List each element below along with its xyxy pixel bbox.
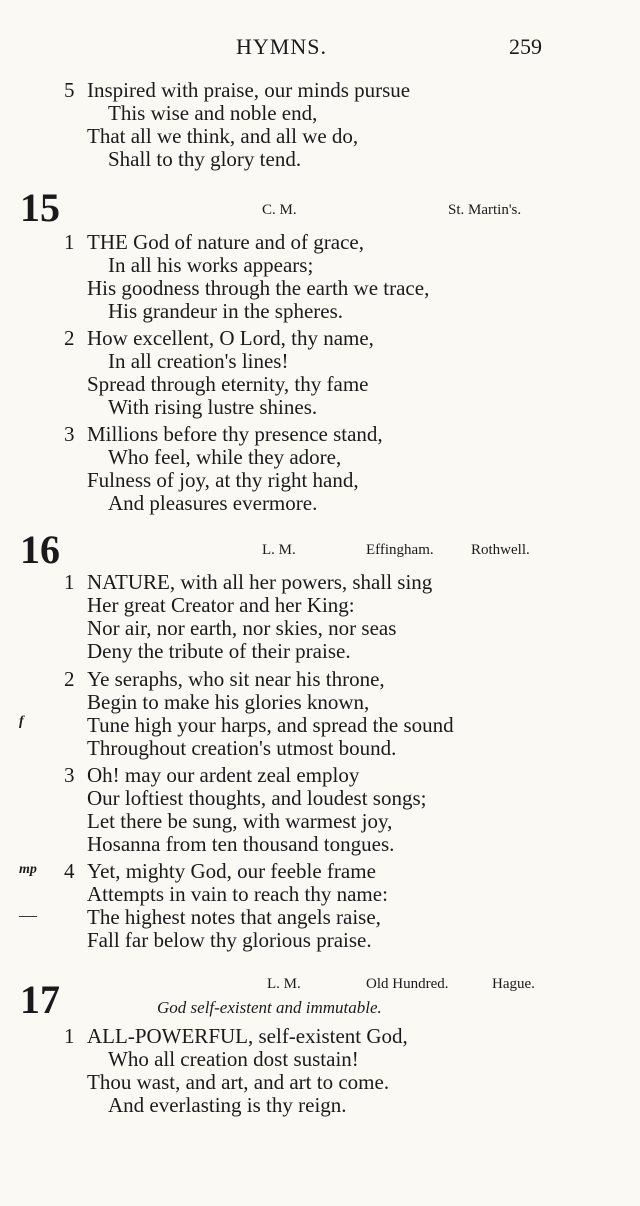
hymn-number: 17: [20, 977, 60, 1022]
verse-line: And pleasures evermore.: [108, 491, 318, 515]
stanza-number: 1: [64, 230, 75, 254]
verse-line: Oh! may our ardent zeal employ: [87, 763, 360, 787]
verse-line: Who all creation dost sustain!: [108, 1047, 359, 1071]
running-title: HYMNS.: [236, 34, 327, 59]
verse-line: In all creation's lines!: [108, 349, 289, 373]
dynamic-marking: mp: [19, 862, 37, 877]
verse-line: Who feel, while they adore,: [108, 445, 342, 469]
verse-line: Deny the tribute of their praise.: [87, 639, 351, 663]
hymn-meter: C. M.: [262, 202, 297, 218]
verse-line: Throughout creation's utmost bound.: [87, 736, 397, 760]
verse-line: Nor air, nor earth, nor skies, nor seas: [87, 616, 397, 640]
verse-line: NATURE, with all her powers, shall sing: [87, 570, 433, 594]
stanza-number: 4: [64, 859, 75, 883]
stanza-number: 1: [64, 570, 75, 594]
verse-line: Shall to thy glory tend.: [108, 147, 302, 171]
verse-line: Attempts in vain to reach thy name:: [87, 882, 388, 906]
hymn-meter: L. M.: [267, 976, 301, 992]
verse-line: Spread through eternity, thy fame: [87, 372, 369, 396]
hymn-tune: Old Hundred.: [366, 976, 449, 992]
stanza-number: 1: [64, 1024, 75, 1048]
verse-line: Fulness of joy, at thy right hand,: [87, 468, 359, 492]
verse-line: Our loftiest thoughts, and loudest songs;: [87, 786, 427, 810]
verse-line: Yet, mighty God, our feeble frame: [87, 859, 376, 883]
verse-line: Ye seraphs, who sit near his throne,: [87, 667, 385, 691]
verse-line: How excellent, O Lord, thy name,: [87, 326, 374, 350]
page-number: 259: [509, 34, 542, 59]
verse-line: In all his works appears;: [108, 253, 314, 277]
verse-line: His grandeur in the spheres.: [108, 299, 344, 323]
hymn-tune: Rothwell.: [471, 542, 530, 558]
verse-line: This wise and noble end,: [108, 101, 318, 125]
verse-line: ALL-POWERFUL, self-existent God,: [87, 1024, 408, 1048]
verse-line: Her great Creator and her King:: [87, 593, 355, 617]
hymn-number: 15: [20, 185, 60, 230]
hymn-subtitle: God self-existent and immutable.: [157, 998, 382, 1017]
verse-line: And everlasting is thy reign.: [108, 1093, 347, 1117]
verse-line: THE God of nature and of grace,: [87, 230, 364, 254]
verse-line: His goodness through the earth we trace,: [87, 276, 430, 300]
verse-line: Begin to make his glories known,: [87, 690, 370, 714]
hymn-tune: St. Martin's.: [448, 202, 522, 218]
verse-line: With rising lustre shines.: [108, 395, 318, 419]
verse-line: The highest notes that angels raise,: [87, 905, 381, 929]
verse-line: Let there be sung, with warmest joy,: [87, 809, 393, 833]
stanza-number: 2: [64, 667, 75, 691]
stanza-number: 5: [64, 78, 75, 102]
verse-line: Fall far below thy glorious praise.: [87, 928, 372, 952]
stanza-number: 2: [64, 326, 75, 350]
hymn-number: 16: [20, 527, 60, 572]
hymn-tune: Hague.: [492, 976, 535, 992]
dynamic-marking: f: [19, 714, 24, 729]
stanza-number: 3: [64, 763, 75, 787]
verse-line: Thou wast, and art, and art to come.: [87, 1070, 390, 1094]
verse-line: Tune high your harps, and spread the sound: [87, 713, 454, 737]
verse-line: Inspired with praise, our minds pursue: [87, 78, 411, 102]
verse-line: Millions before thy presence stand,: [87, 422, 383, 446]
verse-line: Hosanna from ten thousand tongues.: [87, 832, 395, 856]
stanza-number: 3: [64, 422, 75, 446]
hymn-meter: L. M.: [262, 542, 296, 558]
verse-line: That all we think, and all we do,: [87, 124, 359, 148]
dynamic-marking: —: [19, 905, 37, 925]
hymn-tune: Effingham.: [366, 542, 434, 558]
